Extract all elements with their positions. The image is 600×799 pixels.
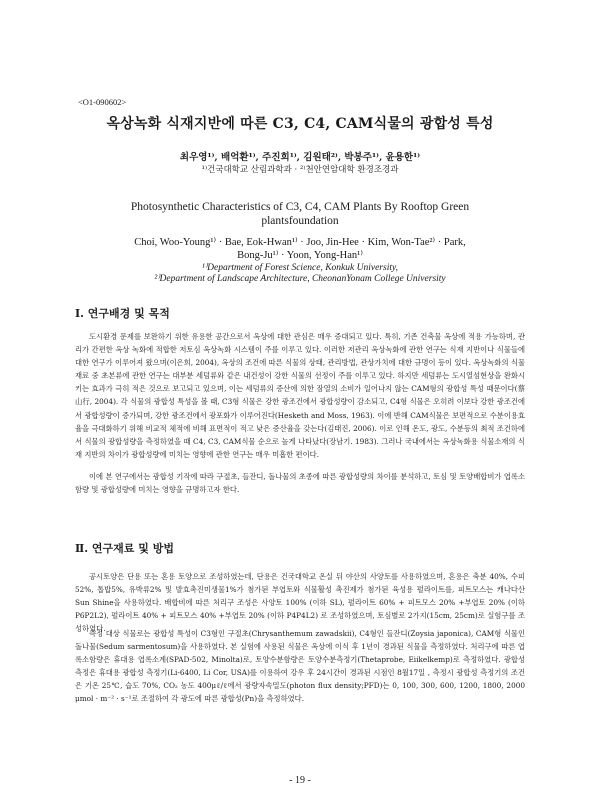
authors-english (100, 236, 500, 262)
affiliation-english-1: ¹⁾Department of Forest Science, Konkuk University, (201, 263, 399, 273)
paper-title-english: Photosynthetic Characteristics of C3, C4, CAM Plants By Rooftop Green plantsfoundation (130, 201, 470, 227)
body-paragraph: 측정 대상 식물로는 광합성 특성이 C3형인 구절초(Chrysanthemum zawadskii), C4형인 들잔디(Zoysia japonica), CAM형 식물인 돌나물(Sedum sarmentosum)을 사용하였다. 본 실험에 사용된 식물은 옥상에 이식 후 1년이 경과된 식물을 측정하였다. 처리구에 따른 엽록소함량은 휴대용 엽록소계(SPAD-502, Minolta)로, 토양수분함량은 토양수분측정기(Thetaprobe, Eiikelkemp)로 측정하였다. 광합성 측정은 휴대용 광합성 측정기(Li-6400, Li Cor, USA)를 이용하여 강우 후 24시간이 경과된 시점인 8월17일 , 측정시 광합성 측정기의 조건은 기온 25℃, 습도 70%, CO₂ 농도 400μℓ/ℓ에서 광량자속밀도(photon flux density;PFD)는 0, 100, 300, 600, 1200, 1800, 2000 μmol · m⁻² · s⁻¹로 조절하여 각 광도에 따른 광합성(Pn)을 측정하였다. (75, 629, 525, 704)
body-paragraph: 이에 본 연구에서는 광합성 기작에 따라 구절초, 들잔디, 돌나물의 초종에 따른 광합성량의 차이를 분석하고, 토심 및 토양배합비가 엽록소함량 및 광합성량에 미치는 영향을 규명하고자 한다. (75, 472, 525, 495)
affiliation-english-2: ²⁾Department of Landscape Architecture, CheonanYonam College University (154, 274, 446, 284)
authors-english-line1: Choi, Woo-Young¹⁾ · Bae, Eok-Hwan¹⁾ · Joo, Jin-Hee · Kim, Won-Tae²⁾ · Park, (134, 237, 466, 248)
authors-korean: 최우영¹⁾, 배억환¹⁾, 주진희¹⁾, 김원태²⁾, 박봉주¹⁾, 윤용한¹⁾ (179, 152, 421, 163)
affiliation-english (0, 263, 600, 285)
body-paragraph: 공시토양은 단용 또는 혼용 토양으로 조성하였는데, 단용은 건국대학교 온실 뒤 야산의 사양토를 사용하였으며, 혼용은 축분 40%, 수피52%, 톱밥5%, 유박류2% 및 발효촉진미생물1%가 첨가된 부엽토와 식물활성 촉진제가 첨가된 육성용 펄라이트를, 피트모스는 캐나다산 Sun Shine을 사용하였다. 배합비에 따른 처리구 조성은 사양토 100% (이하 SL), 펄라이트 60% + 피트모스 20% +부엽토 20% (이하 P6P2L2), 펄라이트 40% + 피트모스 40% +부엽토 20% (이하 P4P4L2) 로 조성하였으며, 토심별로 2가지(15cm, 25cm)로 실험구를 조성하였다. (75, 572, 525, 634)
paper-title-korean: 옥상녹화 식재지반에 따른 C3, C4, CAM식물의 광합성 특성 (106, 116, 494, 132)
page-number: - 19 - (289, 775, 311, 786)
affiliation-korean: ¹⁾건국대학교 산림과학과 · ²⁾천안연암대학 환경조경과 (201, 165, 399, 175)
section-heading-methods: Ⅱ. 연구재료 및 방법 (75, 542, 174, 555)
body-paragraph: 도시환경 문제를 보완하기 위한 유용한 공간으로서 옥상에 대한 관심은 매우 증대되고 있다. 특히, 기존 건축물 옥상에 적용 가능하며, 관리가 간편한 옥상 녹화에 적합한 저토심 옥상녹화 시스템이 주를 이루고 있다. 이러한 저관리 옥상녹화에 관한 연구는 식재 지반이나 식물들에 대한 연구가 이루어져 왔으며(이은희, 2004), 옥상의 조건에 따른 식물의 상태, 관리방법, 관상가치에 대한 규명이 등이 있다. 옥상녹화의 식물재료 중 초본류에 관한 연구는 대부분 세덤류와 같은 내건성이 강한 식물의 선정이 주를 이루고 있다. 하지만 세덤류는 도시열섬현상을 완화시키는 효과가 극히 적은 것으로 보고되고 있으며, 이는 세덤류의 증산에 의한 잠열의 소비가 일어나지 않는 CAM형의 광합성 특성 때문이다(蔡山行, 2004). 각 식물의 광합성 특성을 볼 때, C3형 식물은 강한 광조건에서 광합성량이 감소되고, C4형 식물은 오히려 이보다 강한 광조건에서 광합성량이 증가되며, 강한 광조건에서 광포화가 이루어진다(Hesketh and Moss, 1963). 이에 반해 CAM식물은 보편적으로 수분이용효율을 극대화하기 위해 비교적 체적에 비해 표면적이 적고 낮은 증산율을 갖는다(김태진, 2006). 이로 인해 온도, 광도, 수분등의 최적 조건하에서 식물의 광합성량을 측정하였을 때 C4, C3, CAM식물 순으로 높게 나타났다(장남기. 1983). 그러나 국내에서는 옥상녹화용 식물소재의 식재 지반의 차이가 광합성량에 미치는 영향에 관한 연구는 매우 미흡한 편이다. (75, 332, 525, 459)
section-heading-background: Ⅰ. 연구배경 및 목적 (75, 307, 170, 320)
paper-code: <O1-090602> (78, 97, 127, 107)
authors-english-line2: Bong-Ju¹⁾ · Yoon, Yong-Han¹⁾ (237, 250, 363, 261)
